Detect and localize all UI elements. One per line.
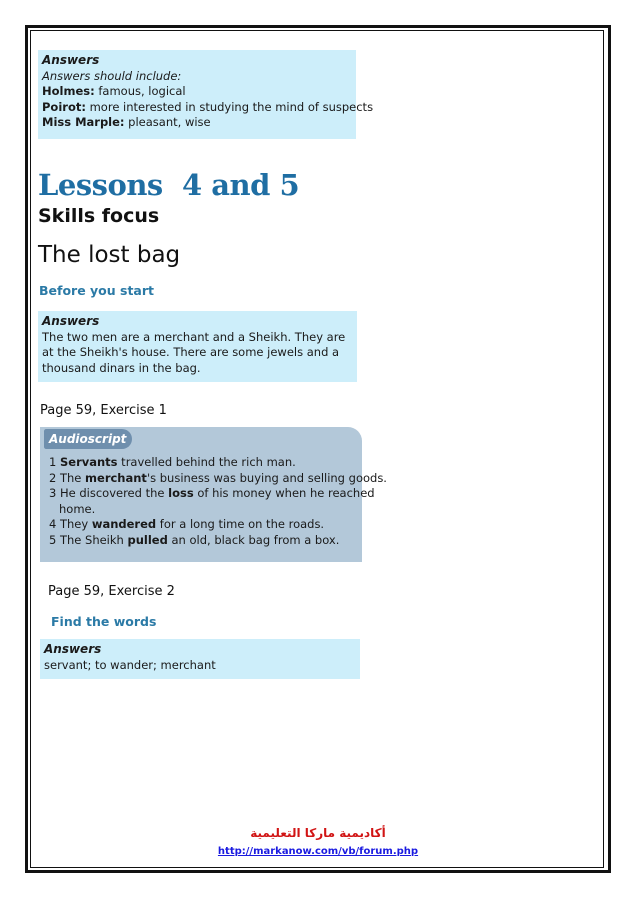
audioscript-line [49,486,375,502]
line-post: of his money when he reached [193,486,375,501]
answer-item [42,84,352,100]
answers-box-find-words [40,639,360,679]
audioscript-lines [49,455,387,549]
line-pre: 2 The [49,470,86,485]
answer-text: pleasant, wise [124,115,211,129]
audioscript-line [49,502,361,518]
answer-line: thousand dinars in the bag. [42,360,201,375]
answer-text: more interested in studying the mind of suspects [85,99,374,114]
keyword: Servants [59,455,118,469]
audioscript-tab: Audioscript [44,429,132,449]
line-post: 's business was buying and selling goods. [146,470,387,485]
answers-box-before-you-start [38,311,357,382]
before-you-start-heading: Before you start [39,283,155,298]
answer-item [42,115,352,131]
line-pre: 3 He discovered the [49,486,169,501]
audioscript-line [49,517,361,533]
keyword: pulled [127,532,168,547]
find-the-words-heading: Find the words [51,614,157,629]
exercise-2-heading: Page 59, Exercise 2 [48,584,175,599]
line-post: travelled behind the rich man. [117,455,296,469]
line-pre: 4 They [49,517,92,532]
answer-line: The two men are a merchant and a Sheikh. They are [42,329,346,344]
answer-name: Miss Marple: [42,115,125,129]
keyword: loss [168,486,194,501]
answers-heading: Answers [44,642,102,656]
answer-text: famous, logical [94,84,186,98]
answer-line: servant; to wander; merchant [44,657,216,672]
keyword: wandered [91,517,157,532]
audioscript-line [49,533,361,549]
footer-forum-link[interactable]: http://markanow.com/vb/forum.php [217,846,419,857]
line-post: an old, black bag from a box. [167,532,340,547]
audioscript-line [49,455,361,471]
line-pre: home. [59,501,96,516]
skills-focus-heading: Skills focus [38,205,160,227]
answer-name: Poirot: [42,99,86,114]
answer-item [42,99,374,116]
answers-heading: Answers [42,314,100,328]
line-pre: 1 [49,455,60,469]
section-title: The lost bag [38,242,181,268]
keyword: merchant [85,470,147,485]
line-pre: 5 The Sheikh [49,532,128,547]
answer-name: Holmes: [42,84,95,98]
lessons-title: Lessons 4 and 5 [38,168,300,202]
audioscript-line [49,470,387,487]
footer-academy-name: أكاديمية ماركا التعليمية [250,826,386,840]
answer-line: at the Sheikh's house. There are some jewels and a [42,345,340,359]
answers-subheading: Answers should include: [42,68,182,83]
answers-box-characters [38,50,374,139]
answers-heading: Answers [42,53,100,67]
line-post: for a long time on the roads. [156,517,325,532]
exercise-1-heading: Page 59, Exercise 1 [40,403,167,418]
